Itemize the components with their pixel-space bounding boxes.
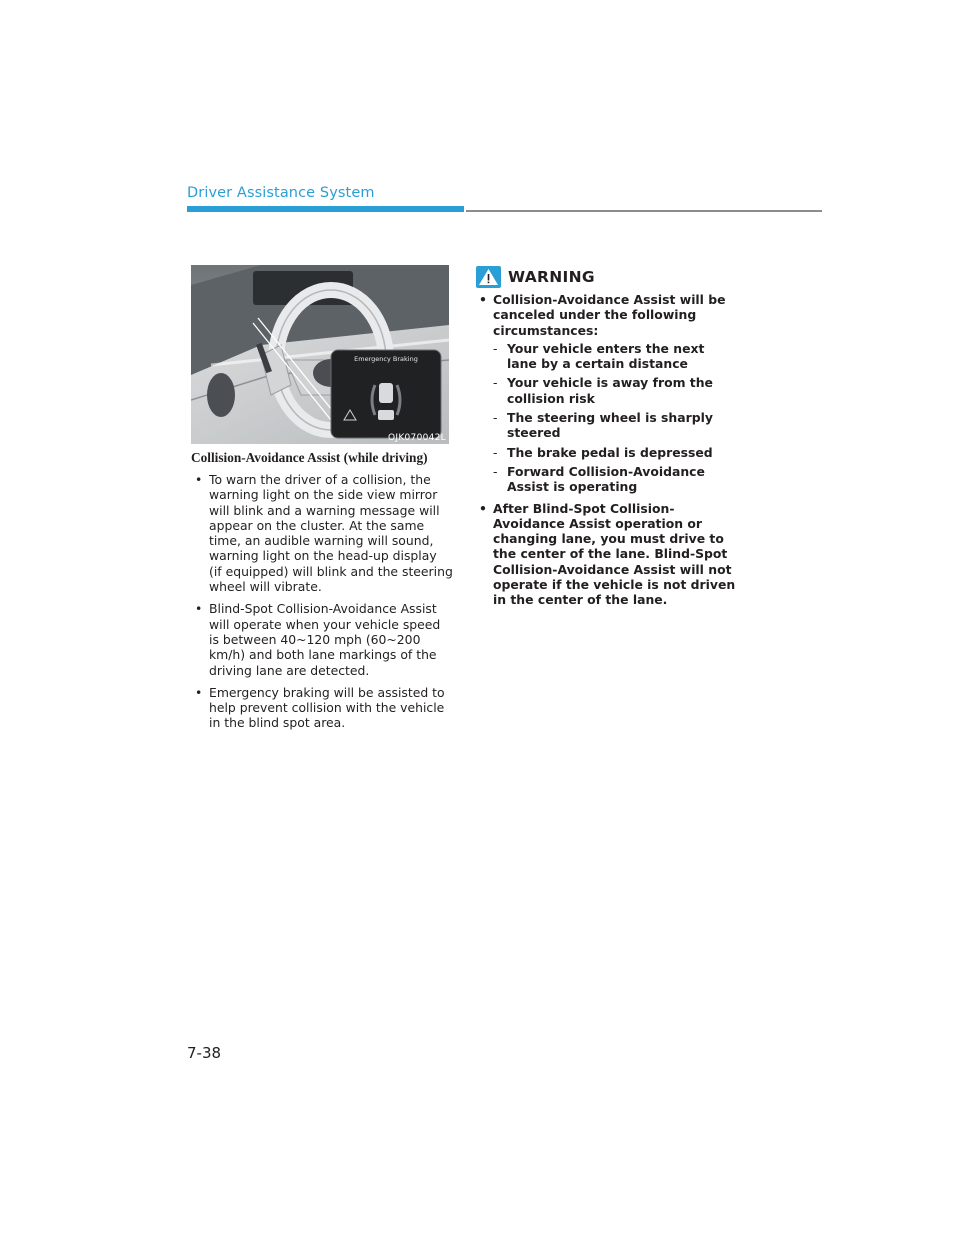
warning-heading	[476, 266, 595, 288]
warning-triangle-icon	[476, 266, 501, 288]
list-item-text: After Blind-Spot Collision-Avoidance Assist operation or changing lane, you must drive to the center of the lane. Blind-Spot Collision-Avoidance Assist will not operate if the vehicle is not driven in the center of the lane.	[493, 500, 736, 608]
list-item-text: Emergency braking will be assisted to help prevent collision with the vehicle in the blind spot area.	[209, 684, 445, 731]
list-item	[191, 472, 453, 594]
sub-list-item-text: Forward Collision-Avoidance Assist is operating	[507, 463, 705, 495]
dash-icon: -	[493, 410, 498, 426]
list-item	[191, 685, 453, 731]
dash-icon: -	[493, 375, 498, 391]
list-item-text: Blind-Spot Collision-Avoidance Assist will operate when your vehicle speed is between 40~120 mph (60~200 km/h) and both lane markings of the driving lane are detected.	[209, 601, 441, 678]
list-item	[191, 601, 453, 677]
list-item	[476, 292, 738, 495]
bullet-icon: •	[195, 684, 203, 700]
bullet-icon: •	[479, 292, 487, 307]
list-item-text: Collision-Avoidance Assist will be canceled under the following circumstances:	[493, 292, 726, 338]
header-rule	[466, 210, 822, 212]
cluster-message: Emergency Braking	[354, 355, 418, 363]
bullet-icon: •	[479, 500, 487, 516]
sub-list-item	[493, 464, 738, 495]
sub-list-item	[493, 445, 738, 460]
figure-caption: Collision-Avoidance Assist (while driving)	[191, 450, 428, 465]
warning-title: WARNING	[508, 268, 595, 286]
image-code: OJK070042L	[387, 433, 446, 443]
section-title: Driver Assistance System	[187, 185, 375, 201]
description-list	[191, 472, 453, 738]
sub-list-item-text: The steering wheel is sharply steered	[507, 410, 713, 441]
page-number: 7-38	[187, 1044, 222, 1062]
bullet-icon: •	[195, 601, 203, 617]
dash-icon: -	[493, 340, 498, 356]
dash-icon: -	[493, 444, 498, 460]
list-item	[476, 501, 738, 608]
bullet-icon: •	[195, 472, 203, 487]
warning-list	[476, 292, 738, 614]
sub-list-item-text: Your vehicle is away from the collision risk	[507, 375, 713, 406]
sub-list-item-text: The brake pedal is depressed	[507, 444, 713, 460]
header-rule-accent	[187, 206, 464, 212]
sub-list-item-text: Your vehicle enters the next lane by a certain distance	[507, 340, 705, 372]
dash-icon: -	[493, 463, 498, 479]
dashboard-illustration	[191, 265, 449, 444]
sub-list	[493, 341, 738, 495]
sub-list-item	[493, 410, 738, 441]
list-item-text: To warn the driver of a collision, the warning light on the side view mirror will blink and a warning message will appear on the cluster. At the same time, an audible warning will sound, warning light on the head-up display (if equipped) will blink and the steering wheel will vibrate.	[209, 472, 453, 595]
sub-list-item	[493, 375, 738, 406]
sub-list-item	[493, 341, 738, 372]
